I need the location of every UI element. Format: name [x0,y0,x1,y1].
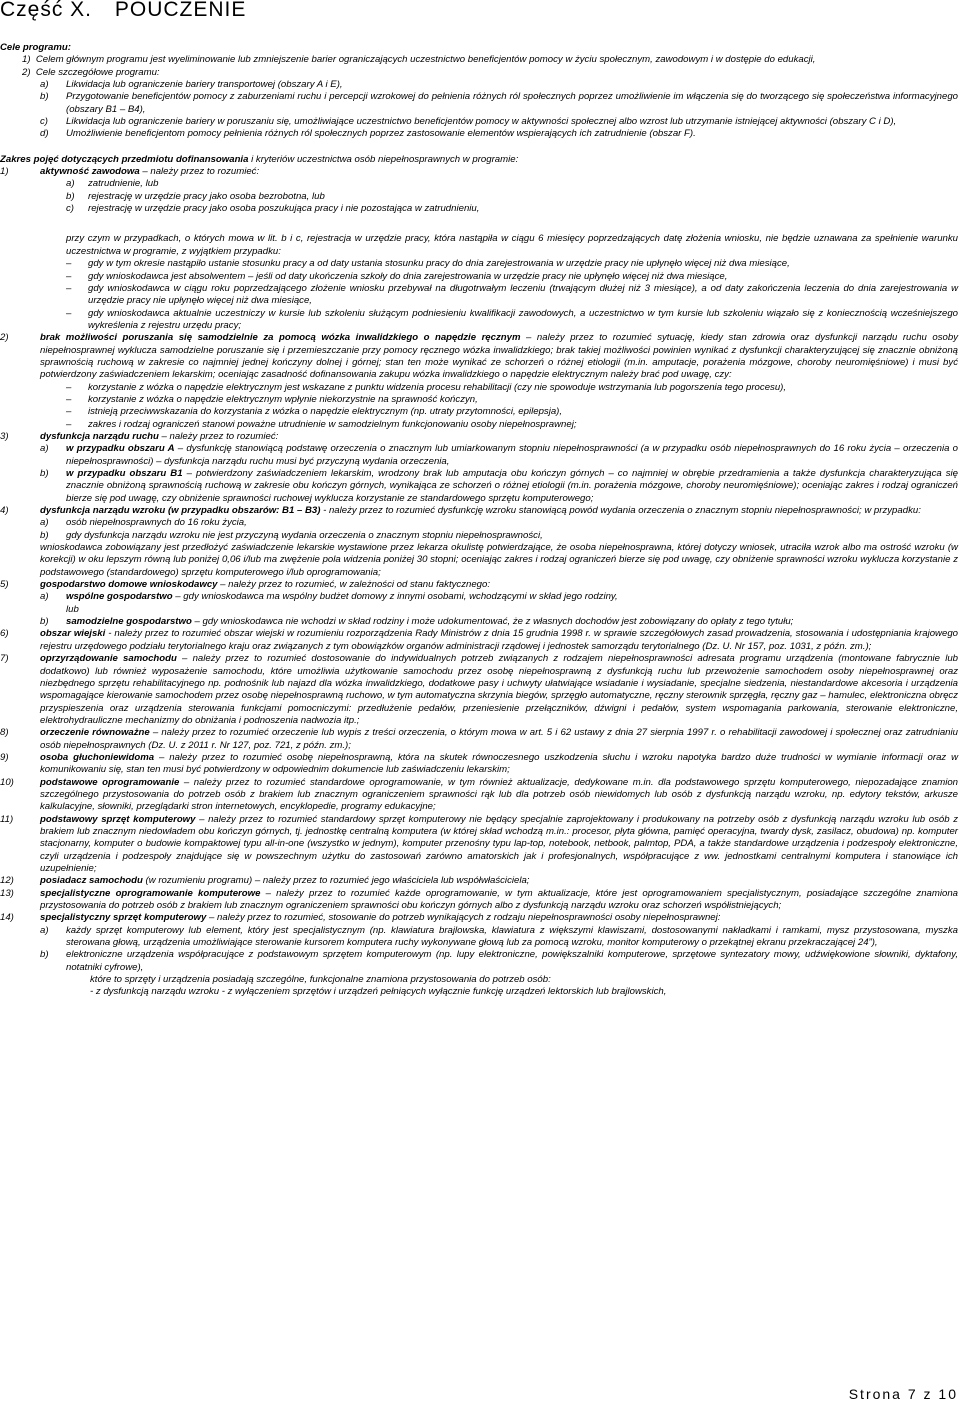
definition-item: 8) orzeczenie równoważne – należy przez to rozumieć orzeczenie lub wypis z treści orzeczenia, o którym mowa w art. 5 i 62 ustawy z dnia 27 sierpnia 1997 r. o rehabilitacji zawodowej i społecznej oraz zatrudnianiu osób niepełnosprawnych (Dz. U. z 2011 r. Nr 127, poz. 721, z późn. zm.); [0,727,958,751]
part-title: POUCZENIE [114,0,247,21]
part-number: Część X. [0,0,93,21]
list-item: a) każdy sprzęt komputerowy lub element, który jest specjalistycznym (np. klawiatura brajlowska, klawiatura z większymi klawiszami, dostosowanymi nakładkami i ramkami, mysz przystosowana, myszka sterowana głową, urządzenia umożliwiające sterowanie kursorem komputera ruchy wykonywane głową lub za pomocą wzroku, monitor komputerowy o przekątnej ekranu przekraczającej 24”), [40,924,958,949]
list-item: a) wspólne gospodarstwo – gdy wnioskodawca ma wspólny budżet domowy z innymi osobami, wchodzącymi w skład jego rodziny, [40,591,618,603]
list-item: b) Przygotowanie beneficjentów pomocy z zaburzeniami ruchu i percepcji wzrokowej do pełnienia różnych ról społecznych poprzez umożliwienie im włączenia się do tworzącego się społeczeństwa informacyjnego (obszary B1 – B4), [40,91,958,115]
definition-item: 7) oprzyrządowanie samochodu – należy przez to rozumieć dostosowanie do indywidualnych potrzeb związanych z rodzajem niepełnosprawności adresata programu urządzenia (montowane fabrycznie lub dodatkowo) lub również wyposażenie samochodu, które umożliwia użytkowanie samochodu przez osobę niepełnosprawną z dysfunkcją ruchu lub przewożenie samochodem osoby niepełnosprawnej oraz niezbędnego sprzętu rehabilitacyjnego np. podnośnik lub najazd dla wózka inwalidzkiego, dodatkowe pasy i uchwyty ułatwiające wsiadanie i wysiadanie, specjalne siedzenia, niestandardowe akcesoria i urządzenia wspomagające kierowanie samochodem przez osobę niepełnosprawną ruchowo, w tym automatyczna skrzynia biegów, sprzęgło automatyczne, ręczny sterownik sprzęgła, ręczny gaz – hamulec, elektroniczna obręcz przyspieszenia oraz urządzenia sterowania funkcjami pomocniczymi: przedłużenie pedałów, przeniesienie przełączników, dźwigni i pedałów, system wspomagania parkowania, sterowanie elektroniczne, elektrohydrauliczne mechanizmy do obniżania i podnoszenia nadwozia itp.; [0,653,958,726]
definition-tail: - z dysfunkcją narządu wzroku - z wyłączeniem sprzętów i urządzeń pełniących wyłącznie funkcję urządzeń lektorskich lub brajlowskich, [90,986,667,998]
definition-item: 4) dysfunkcja narządu wzroku (w przypadku obszarów: B1 – B3) - należy przez to rozumieć dysfunkcję wzroku stanowiącą powód wydania orzeczenia o znacznym stopniu niepełnosprawności; w przypadku: [0,505,921,517]
list-item: lub [66,603,79,615]
list-item: a) w przypadku obszaru A – dysfunkcję stanowiącą podstawę orzeczenia o znacznym lub umiarkowanym stopniu niepełnosprawności (a w przypadku osób niepełnosprawnych do 16 roku życia – orzeczenia o niepełnosprawności) – dysfunkcja narządu ruchu musi być przyczyną wydania orzeczenia, [40,443,958,467]
list-item: a) Likwidacja lub ograniczenie bariery transportowej (obszary A i E), [40,79,343,91]
dash-item: – korzystanie z wózka o napędzie elektrycznym jest wskazane z punktu widzenia procesu rehabilitacji (czy nie spowoduje wstrzymania lub pogorszenia tego procesu), [66,381,787,393]
definition-item: 13) specjalistyczne oprogramowanie komputerowe – należy przez to rozumieć każde oprogramowanie, w tym aktualizacje, które jest oprogramowaniem specjalistycznym, posiadające szczególne znamiona przystosowania do potrzeb osób z brakiem lub znacznym ograniczeniem sprawności obu kończyn górnych albo z dysfunkcją narządu wzroku oraz schorzeń współistniejących; [0,887,958,912]
definition-note: przy czym w przypadkach, o których mowa w lit. b i c, rejestracja w urzędzie pracy, która nastąpiła w ciągu 6 miesięcy poprzedzających datę złożenia wniosku, nie będzie uznawana za spełnienie warunku uczestnictwa w programie, z wyjątkiem przypadku: [66,233,958,257]
dash-item: – gdy wnioskodawca w ciągu roku poprzedzającego złożenie wniosku przebywał na długotrwałym leczeniu (trwającym dłużej niż 3 miesiące), a od daty zakończenia leczenia do dnia zarejestrowania w urzędzie pracy nie upłynęło więcej niż dwa miesiące, [66,282,958,307]
document-body [0,42,958,999]
definition-item: 6) obszar wiejski - należy przez to rozumieć obszar wiejski w rozumieniu rozporządzenia Rady Ministrów z dnia 15 grudnia 1998 r. w sprawie szczegółowych zasad prowadzenia, stosowania i udostępniania krajowego rejestru urzędowego podziału terytorialnego kraju oraz związanych z tym obowiązków organów administracji rządowej i jednostek samorządu terytorialnego (Dz. U. Nr 157, poz. 1031, z późn. zm.); [0,628,958,652]
definition-item: 14) specjalistyczny sprzęt komputerowy – należy przez to rozumieć, stosowanie do potrzeb wynikających z rodzaju niepełnosprawności osoby niepełnosprawnej: [0,912,721,924]
definition-item: 12) posiadacz samochodu (w rozumieniu programu) – należy przez to rozumieć jego właściciela lub współwłaściciela; [0,875,530,887]
cele-goal-1: 1) Celem głównym programu jest wyeliminowanie lub zmniejszenie barier ograniczających uczestnictwo beneficjentów pomocy w życiu społecznym, zawodowym i w dostępie do edukacji, [22,54,816,66]
dash-item: – gdy wnioskodawca aktualnie uczestniczy w kursie lub szkoleniu służącym podniesieniu kwalifikacji zawodowych, a uczestnictwo w tym kursie lub szkoleniu wiązało się z koniecznością wcześniejszego wykreślenia z rejestru urzędu pracy; [66,307,958,331]
definition-tail: które to sprzęty i urządzenia posiadają szczególne, funkcjonalne znamiona przystosowania do potrzeb osób: [90,974,551,986]
definition-item: 9) osoba głuchoniewidoma – należy przez to rozumieć osobę niepełnosprawną, która na skutek równoczesnego uszkodzenia słuchu i wzroku napotyka bardzo duże trudności w wymianie informacji oraz w komunikowaniu się, stan ten musi być potwierdzony w odpowiednim dokumencie lub zaświadczeniu lekarskim; [0,751,959,776]
dash-item: – gdy wnioskodawca jest absolwentem – jeśli od daty ukończenia szkoły do dnia zarejestrowania w urzędzie pracy nie upłynęło więcej niż dwa miesiące, [66,270,728,282]
definition-item: 11) podstawowy sprzęt komputerowy – należy przez to rozumieć standardowy sprzęt komputerowy nie będący specjalnie zaprojektowany i produkowany na potrzeby osób z dysfunkcją narządu wzroku lub osób z brakiem lub znacznym niedowładem obu kończyn górnych, tj. jednostkę centralną komputera (w której skład wchodzą m.in.: procesor, płyta główna, pamięć operacyjna, twardy dysk, zasilacz, obudowa) np. komputer stacjonarny, komputer o budowie kompaktowej typu all-in-one (wszystko w jednym), komputer przenośny typu lap-top, notebook, netbook, palmtop, PDA, a także standardowe urządzenia i podzespoły elektroniczne, czyli urządzenia i podzespoły znajdujące się w powszechnym użytku do zastosowań zarówno amatorskich jak i profesjonalnych, współpracujące z ww. jednostkami centralnymi komputera i stanowiące ich uzupełnienie; [0,813,959,874]
list-item: a) zatrudnienie, lub [66,178,159,190]
page-number: Strona 7 z 10 [848,1386,958,1402]
definition-item: 1) aktywność zawodowa – należy przez to rozumieć: [0,166,260,178]
dash-item: – istnieją przeciwwskazania do korzystania z wózka o napędzie elektrycznym (np. utraty przytomności, epilepsja), [66,406,563,418]
section-heading-zakres: Zakres pojęć dotyczących przedmiotu dofinansowania i kryteriów uczestnictwa osób niepełnosprawnych w programie: [0,153,519,165]
list-item: c) Likwidacja lub ograniczenie bariery w poruszaniu się, umożliwiające uczestnictwo beneficjentów pomocy w aktywności społecznej albo wzrost lub utrzymanie istniejącej aktywności (obszary C i D), [40,116,897,128]
list-item: a) osób niepełnosprawnych do 16 roku życia, [40,517,247,529]
cele-goal-2: 2) Cele szczegółowe programu: [22,66,160,78]
definition-item: 10) podstawowe oprogramowanie – należy przez to rozumieć standardowe oprogramowanie, w tym również aktualizacje, dedykowane m.in. dla podstawowego sprzętu komputerowego, niepozadające znamion szczególnego przystosowania do potrzeb osób z brakiem lub znacznym ograniczeniem sprawności rąk lub dla potrzeb osób niewidomych lub osób z dysfunkcją narządu wzroku, np. edytory tekstów, arkusze kalkulacyjne, słowniki, przeglądarki stron internetowych, encyklopedie, programy edukacyjne; [0,776,958,813]
definition-item: 2) brak możliwości poruszania się samodzielnie za pomocą wózka inwalidzkiego o napędzie ręcznym – należy przez to rozumieć sytuację, kiedy stan zdrowia oraz dysfunkcji narządu ruchu osoby niepełnosprawnej wyklucza samodzielne poruszanie się i przemieszczanie przy pomocy ręcznego wózka inwalidzkiego; brak takiej możliwości powinien wynikać z dysfunkcji charakteryzującej się znacznie obniżoną sprawnością ruchową w zakresie co najmniej jednej kończyny dolnej i górnej; stan ten może wynikać ze schorzeń o różnej etiologii (m.in. amputacje, porażenia mózgowe, choroby neuromięśniowe) i musi być potwierdzony zaświadczeniem lekarskim; oceniając zasadność dofinansowania zakupu wózka inwalidzkiego o napędzie elektrycznym należy brać pod uwagę, czy: [0,332,959,381]
dash-item: – korzystanie z wózka o napędzie elektrycznym wpłynie niekorzystnie na sprawność kończyn, [66,393,478,405]
definition-tail: wnioskodawca zobowiązany jest przedłożyć zaświadczenie lekarskie wystawione przez lekarza okulistę potwierdzające, że osoba niepełnosprawna, której dotyczy wniosek, utraciła wzrok albo ma ostrość wzroku (w korekcji) w oku lepszym równą lub poniżej 0,06 i/lub ma zwężenie pola widzenia poniżej 30 stopni; oceniając zakres i rodzaj ograniczeń bierze się pod uwagę, czy obniżenie sprawności wzroku wyklucza korzystanie z podstawowego (standardowego) sprzętu komputerowego i/lub oprogramowania; [40,542,958,578]
dash-item: – zakres i rodzaj ograniczeń stanowi poważne utrudnienie w samodzielnym funkcjonowaniu osoby niepełnosprawnej; [66,418,577,430]
list-item: b) gdy dysfunkcja narządu wzroku nie jest przyczyną wydania orzeczenia o znacznym stopniu niepełnosprawności, [40,529,543,541]
list-item: b) w przypadku obszaru B1 – potwierdzony zaświadczeniem lekarskim, wrodzony brak lub amputacja obu kończyn górnych – co najmniej w obrębie przedramienia a także dysfunkcja charakteryzująca się znacznie obniżoną sprawnością ruchową w zakresie obu kończyn górnych, wynikająca ze schorzeń o różnej etiologii (m.in. porażenia mózgowe, choroby neuromięśniowe); oceniając zakres i rodzaj ograniczeń bierze się pod uwagę, czy obniżenie sprawności ruchowej wyklucza korzystanie ze standardowego sprzętu komputerowego; [40,468,959,504]
list-item: b) samodzielne gospodarstwo – gdy wnioskodawca nie wchodzi w skład rodziny i może udokumentować, że z własnych dochodów jest zobowiązany do opłaty z tego tytułu; [40,616,794,628]
page-title [0,0,246,22]
list-item: c) rejestrację w urzędzie pracy jako osoba poszukująca pracy i nie pozostająca w zatrudnieniu, [66,203,480,215]
list-item: b) elektroniczne urządzenia współpracujące z podstawowym sprzętem komputerowym (np. lupy elektroniczne, powiększalniki komputerowe, sprzętowe syntezatory mowy, udźwiękowione słowniki, dyktafony, notatniki cyfrowe), [40,949,958,973]
definition-item: 3) dysfunkcja narządu ruchu – należy przez to rozumieć: [0,430,279,442]
dash-item: – gdy w tym okresie nastąpiło ustanie stosunku pracy a od daty ustania stosunku pracy do dnia zarejestrowania w urzędzie pracy nie upłynęło więcej niż dwa miesiące, [66,258,790,270]
definition-item: 5) gospodarstwo domowe wnioskodawcy – należy przez to rozumieć, w zależności od stanu faktycznego: [0,579,491,591]
list-item: b) rejestrację w urzędzie pracy jako osoba bezrobotna, lub [66,190,325,202]
section-heading-cele: Cele programu: [0,42,71,53]
list-item: d) Umożliwienie beneficjentom pomocy pełnienia różnych ról społecznych poprzez zastosowanie elementów wspierających ich zatrudnienie (obszar F). [40,128,696,140]
